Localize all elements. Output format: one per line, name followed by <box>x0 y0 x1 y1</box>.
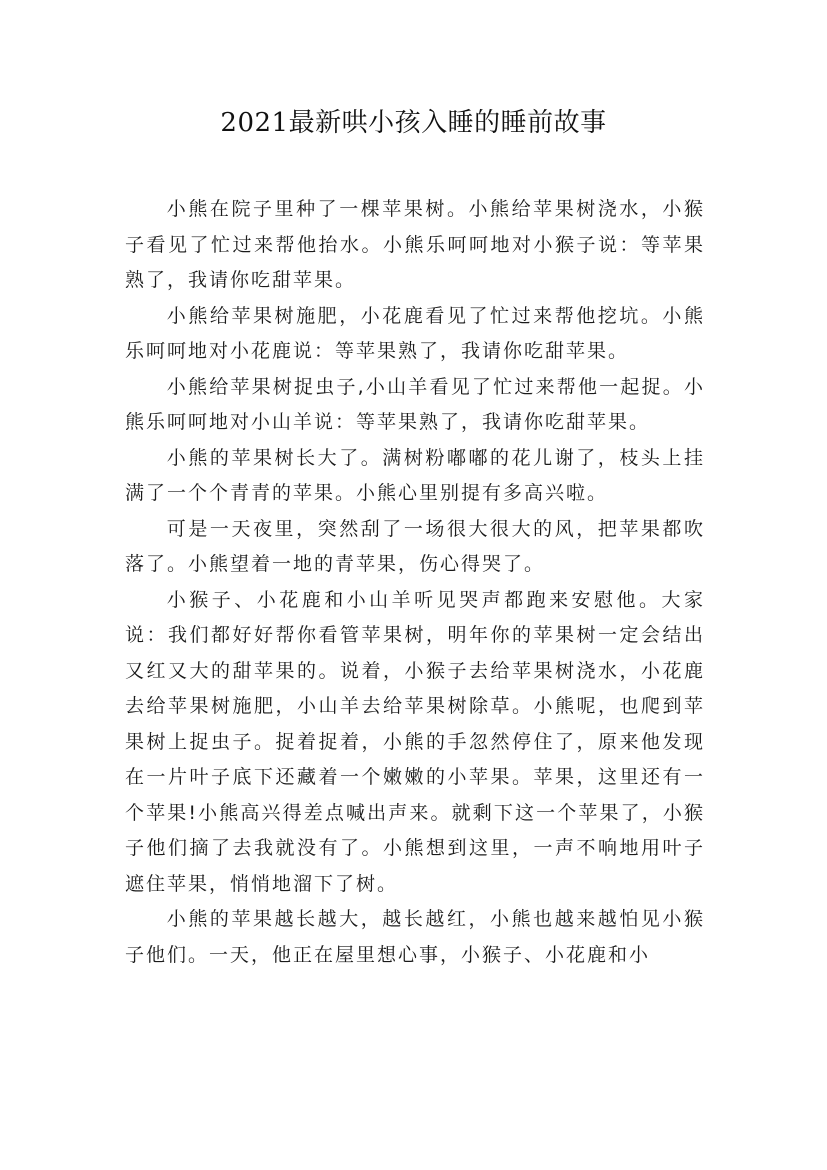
paragraph: 小猴子、小花鹿和小山羊听见哭声都跑来安慰他。大家说：我们都好好帮你看管苹果树，明年你的苹果树一定会结出又红又大的甜苹果的。说着，小猴子去给苹果树浇水，小花鹿去给苹果树施肥，小山羊去给苹果树除草。小熊呢，也爬到苹果树上捉虫子。捉着捉着，小熊的手忽然停住了，原来他发现在一片叶子底下还藏着一个嫩嫩的小苹果。苹果，这里还有一个苹果!小熊高兴得差点喊出声来。就剩下这一个苹果了，小猴子他们摘了去我就没有了。小熊想到这里，一声不响地用叶子遮住苹果，悄悄地溜下了树。 <box>125 588 705 895</box>
paragraph: 可是一天夜里，突然刮了一场很大很大的风，把苹果都吹落了。小熊望着一地的青苹果，伤心得哭了。 <box>125 517 705 575</box>
paragraph: 小熊的苹果越长越大，越长越红，小熊也越来越怕见小猴子他们。一天，他正在屋里想心事，小猴子、小花鹿和小 <box>125 908 705 966</box>
paragraph: 小熊给苹果树捉虫子,小山羊看见了忙过来帮他一起捉。小熊乐呵呵地对小山羊说：等苹果熟了，我请你吃甜苹果。 <box>125 375 705 433</box>
paragraph: 小熊给苹果树施肥，小花鹿看见了忙过来帮他挖坑。小熊乐呵呵地对小花鹿说：等苹果熟了，我请你吃甜苹果。 <box>125 304 705 362</box>
document-body <box>125 192 705 973</box>
paragraph: 小熊的苹果树长大了。满树粉嘟嘟的花儿谢了，枝头上挂满了一个个青青的苹果。小熊心里别提有多高兴啦。 <box>125 446 705 504</box>
paragraph: 小熊在院子里种了一棵苹果树。小熊给苹果树浇水，小猴子看见了忙过来帮他抬水。小熊乐呵呵地对小猴子说：等苹果熟了，我请你吃甜苹果。 <box>125 198 705 291</box>
document-title: 2021最新哄小孩入睡的睡前故事 <box>220 108 607 138</box>
